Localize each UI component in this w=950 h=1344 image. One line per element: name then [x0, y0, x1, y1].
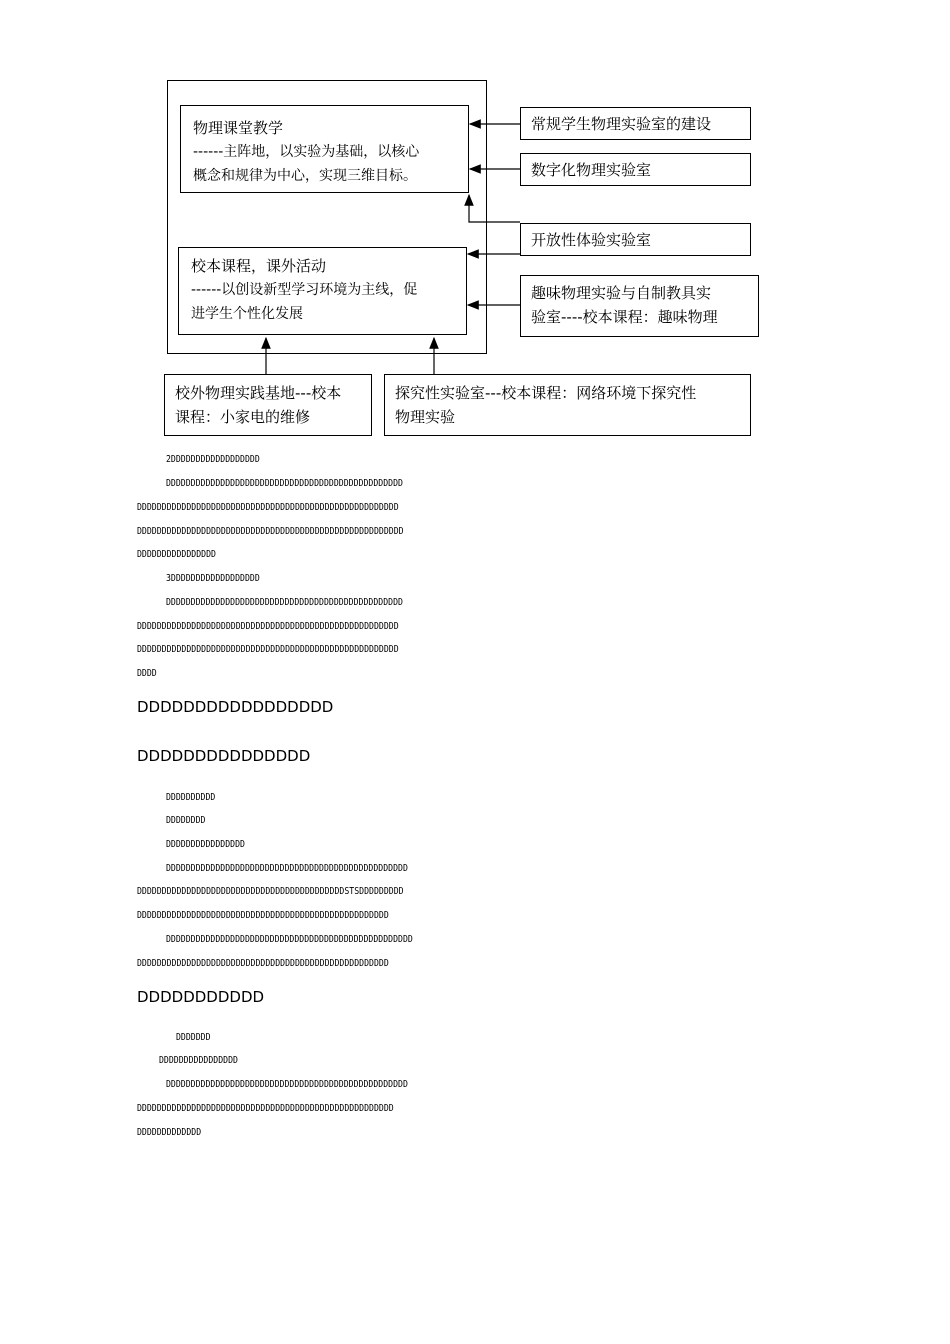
text-line: DDDDDDDDDDDDDDDD: [137, 549, 216, 560]
box-line: 校外物理实践基地---校本: [175, 384, 342, 402]
box-line: 概念和规律为中心，实现三维目标。: [193, 168, 417, 184]
text-line: DDDDDDDDDDDDDDDDDDDDDDDDDDDDDDDDDDDDDDDDDDDDDDDDDDDDD: [137, 644, 399, 655]
text-line: DDDDDDDDDDDDDDDDDDDDDDDDDDDDDDDDDDDDDDDDDDDDDDDDDD: [166, 934, 413, 945]
text-line: 2DDDDDDDDDDDDDDDDDD: [166, 454, 260, 465]
box-line: 物理实验: [395, 408, 456, 426]
text-line: DDDDDDDDDDDDDDDDDDDDDDDDDDDDDDDDDDDDDDDDDDSTSDDDDDDDDD: [137, 886, 404, 897]
text-line: DDDD: [137, 668, 157, 679]
text-line: DDDDDDDDDDDDDDDDDDDDDDDDDDDDDDDDDDDDDDDDDDDDDDDDDDD: [137, 910, 389, 921]
text-line: DDDDDDDDDDDDDDDDDDDDDDDDDDDDDDDDDDDDDDDDDDDDDDDD: [166, 478, 403, 489]
text-line: DDDDDDDDDDDDDDDDDDDDDDDDDDDDDDDDDDDDDDDDDDDDDDDDDDDDD: [137, 502, 399, 513]
box-line: 进学生个性化发展: [191, 306, 303, 322]
text-line: DDDDDDDDDDDDDDDDDDDDDDDDDDDDDDDDDDDDDDDDDDDDDDDDDDD: [137, 958, 389, 969]
flow-diagram: [0, 0, 950, 450]
section-heading: DDDDDDDDDDDDDDDDD: [137, 698, 334, 716]
box-title: 校本课程，课外活动: [191, 257, 327, 275]
box-line: 常规学生物理实验室的建设: [531, 115, 712, 133]
box-line: 数字化物理实验室: [531, 161, 652, 179]
text-line: DDDDDDDDDD: [166, 792, 216, 803]
arrow-line: [469, 195, 520, 222]
box-line: 课程：小家电的维修: [175, 408, 311, 426]
text-line: DDDDDDDDDDDDDDDDDDDDDDDDDDDDDDDDDDDDDDDDDDDDDDDDD: [166, 863, 408, 874]
box-line: ------主阵地，以实验为基础，以核心: [193, 144, 420, 160]
text-line: DDDDDDDDDDDDD: [137, 1127, 202, 1138]
text-line: DDDDDDDD: [166, 815, 206, 826]
text-line: DDDDDDDDDDDDDDDDDDDDDDDDDDDDDDDDDDDDDDDDDDDDDDDDDDDDD: [137, 621, 399, 632]
text-line: DDDDDDDDDDDDDDDDDDDDDDDDDDDDDDDDDDDDDDDDDDDDDDDD: [166, 597, 403, 608]
box-line: 开放性体验实验室: [531, 231, 652, 249]
section-heading: DDDDDDDDDDDDDDD: [137, 747, 311, 765]
section-heading: DDDDDDDDDDD: [137, 988, 265, 1006]
box-line: 探究性实验室---校本课程：网络环境下探究性: [395, 384, 697, 402]
text-line: 3DDDDDDDDDDDDDDDDDD: [166, 573, 260, 584]
box-line: 趣味物理实验与自制教具实: [531, 284, 712, 302]
box-line: ------以创设新型学习环境为主线，促: [191, 282, 418, 298]
box-title: 物理课堂教学: [193, 119, 284, 137]
text-line: DDDDDDDDDDDDDDDDDDDDDDDDDDDDDDDDDDDDDDDDDDDDDDDDDDDD: [137, 1103, 394, 1114]
text-line: DDDDDDDDDDDDDDDD: [159, 1055, 238, 1066]
text-line: DDDDDDDDDDDDDDDDDDDDDDDDDDDDDDDDDDDDDDDDDDDDDDDDD: [166, 1079, 408, 1090]
text-line: DDDDDDDDDDDDDDDD: [166, 839, 245, 850]
connector-arrows: [0, 0, 950, 450]
text-line: DDDDDDDDDDDDDDDDDDDDDDDDDDDDDDDDDDDDDDDDDDDDDDDDDDDDDD: [137, 526, 404, 537]
box-line: 验室----校本课程：趣味物理: [531, 308, 718, 326]
text-line: DDDDDDD: [176, 1032, 211, 1043]
